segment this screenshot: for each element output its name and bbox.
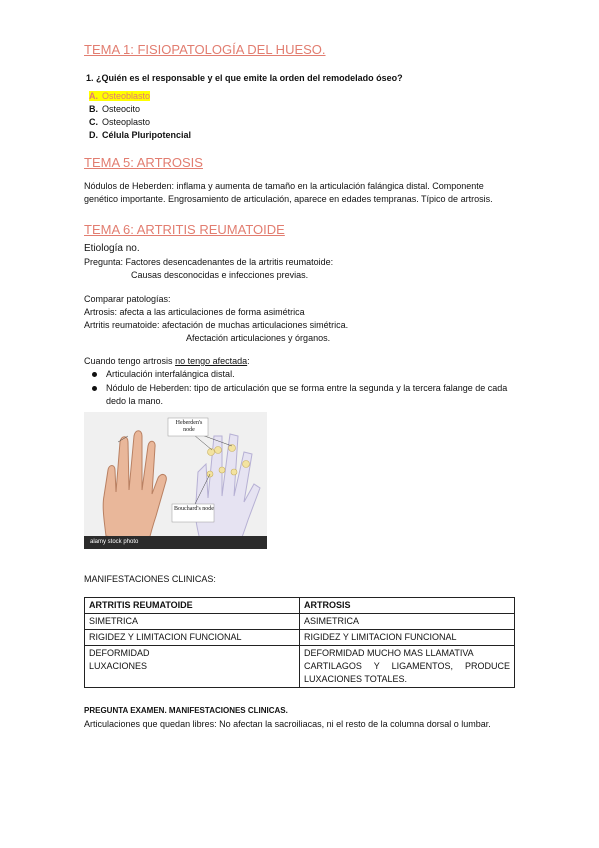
option-text: Osteoblasto [102,91,151,101]
cell-line: LUXACIONES TOTALES. [304,674,408,684]
watermark-bar [84,536,267,549]
option-d [89,130,191,140]
comparar-label: Comparar patologías: [84,294,171,304]
table-cell: RIGIDEZ Y LIMITACION FUNCIONAL [300,630,515,646]
ar-compare: Artritis reumatoide: afectación de muchas articulaciones simétrica. [84,320,349,330]
heberden-node-label: Heberden's node [175,420,203,433]
cell-line: CARTILAGOS Y LIGAMENTOS, PRODUCE [304,661,510,671]
cuando-prefix: Cuando tengo artrosis [84,356,176,366]
option-c [89,117,150,127]
option-letter: C. [89,117,98,127]
table-cell [300,646,515,688]
table-row [85,614,515,630]
heading-tema-6: TEMA 6: ARTRITIS REUMATOIDE [84,222,285,237]
table-cell [85,646,300,688]
option-letter: D. [89,130,98,140]
cell-line: DEFORMIDAD [89,648,150,658]
causas-text: Causas desconocidas e infecciones previas. [131,270,309,280]
table-cell: SIMETRICA [85,614,300,630]
question-1: 1. ¿Quién es el responsable y el que emite la orden del remodelado óseo? [86,73,403,83]
bullet-icon [92,372,97,377]
ar-compare-2: Afectación articulaciones y órganos. [186,333,331,343]
option-letter: B. [89,104,98,114]
examen-title: PREGUNTA EXAMEN. MANIFESTACIONES CLINICAS. [84,706,288,715]
heading-tema-5: TEMA 5: ARTROSIS [84,155,203,170]
bouchard-node-label: Bouchard's node [174,506,214,512]
table-row [85,630,515,646]
bullet-icon [92,386,97,391]
option-a [89,91,150,101]
tema-5-paragraph: Nódulos de Heberden: inflama y aumenta de tamaño en la articulación falángica distal. Componente genético importante. Engrosamiento de articulación, aparece en edades tempranas. Típico de artrosis. [84,181,493,204]
table-header-row [85,598,515,614]
table-row [85,646,515,688]
etiologia-text: Etiología no. [84,243,140,254]
bullet-text: Nódulo de Heberden: tipo de articulación que se forma entre la segunda y la tercera falange de cada dedo la mano. [106,383,508,406]
cuando-line [84,356,250,366]
table-cell: RIGIDEZ Y LIMITACION FUNCIONAL [85,630,300,646]
examen-text: Articulaciones que quedan libres: No afectan la sacroiliacas, ni el resto de la columna dorsal o lumbar. [84,719,491,729]
manifestaciones-table [84,597,515,688]
table-cell: ASIMETRICA [300,614,515,630]
option-text: Célula Pluripotencial [102,130,192,140]
option-text: Osteoplasto [102,117,151,127]
option-text: Osteocito [102,104,141,114]
bullet-text: Articulación interfalángica distal. [106,369,235,379]
bullet-item-1 [92,369,235,379]
heading-tema-1: TEMA 1: FISIOPATOLOGÍA DEL HUESO. [84,42,326,57]
cell-line: DEFORMIDAD MUCHO MAS LLAMATIVA [304,648,474,658]
pregunta-label: Pregunta: Factores desencadenantes de la artritis reumatoide: [84,257,334,267]
hand-illustration [84,412,267,549]
table-header-cell: ARTRITIS REUMATOIDE [85,598,300,614]
cuando-suffix: : [247,356,250,366]
cell-line: LUXACIONES [89,661,148,671]
option-letter: A. [89,91,98,101]
table-header-cell: ARTROSIS [300,598,515,614]
artrosis-compare: Artrosis: afecta a las articulaciones de forma asimétrica [84,307,305,317]
manifestaciones-title: MANIFESTACIONES CLINICAS: [84,574,216,584]
cuando-underlined: no tengo afectada [175,356,248,366]
watermark-text: alamy stock photo [90,539,139,545]
pregunta-text [84,257,333,267]
option-b [89,104,140,114]
bullet-item-2 [92,382,514,408]
